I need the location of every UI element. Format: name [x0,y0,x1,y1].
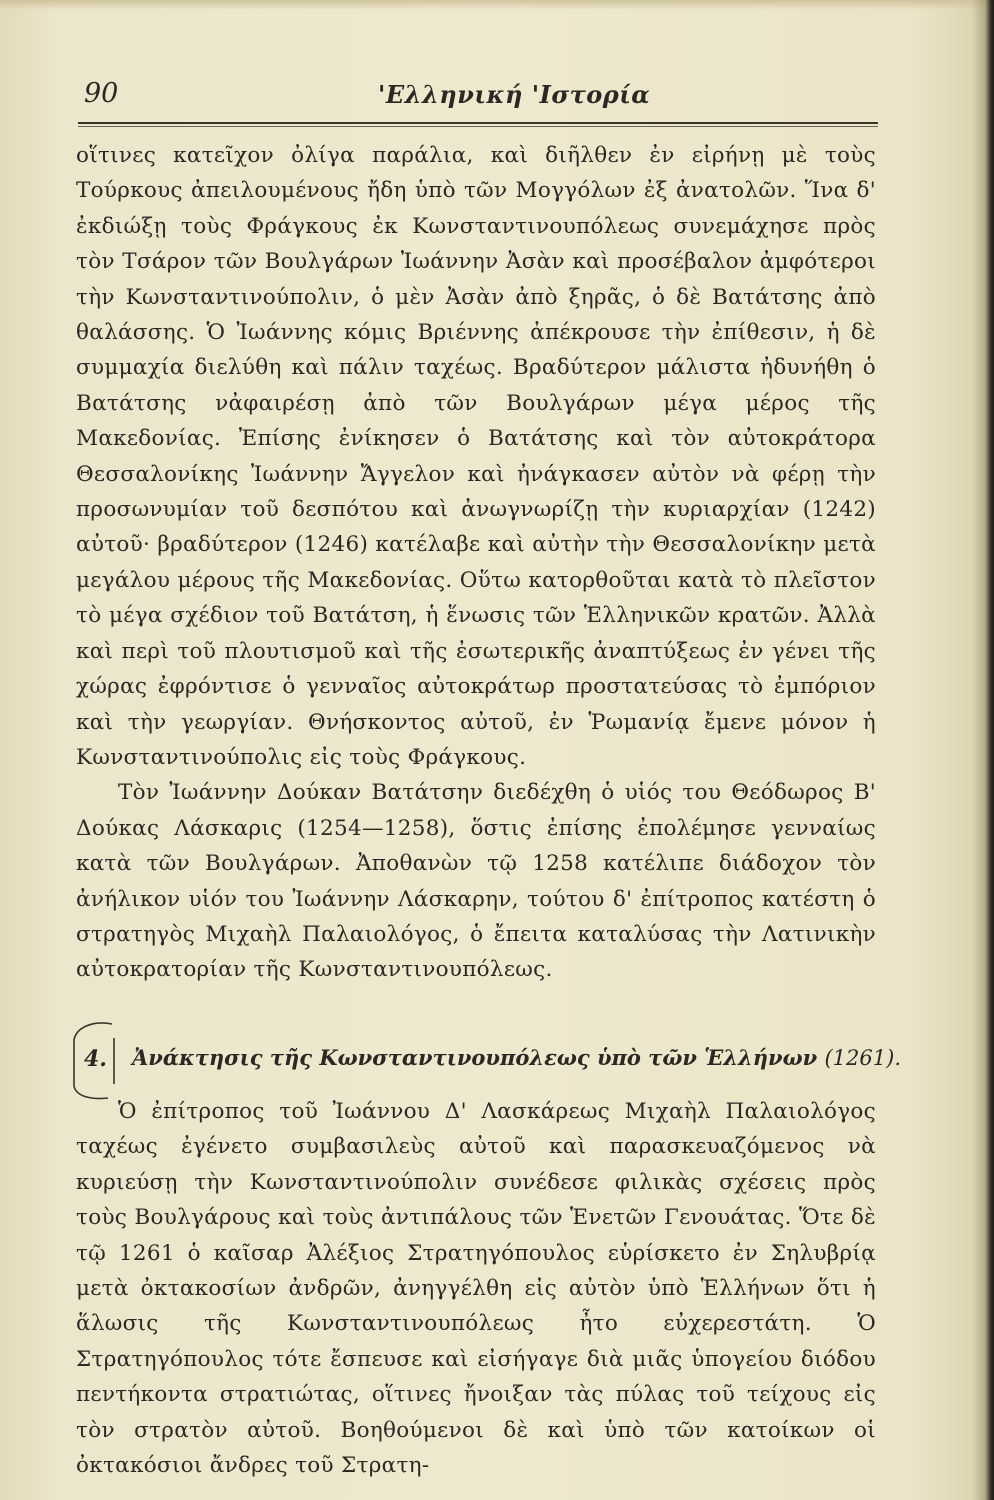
paragraph-2: Τὸν Ἰωάννην Δούκαν Βατάτσην διεδέχθη ὁ υἱός του Θεόδωρος Β' Δούκας Λάσκαρις (1254—1258), ὅστις ἐπίσης ἐπολέμησε γενναίως κατὰ τῶν Βουλγάρων. Ἀποθανὼν τῷ 1258 κατέλιπε διάδοχον τὸν ἀνήλικον υἱόν του Ἰωάννην Λάσκαρην, τούτου δ' ἐπίτροπος κατέστη ὁ στρατηγὸς Μιχαὴλ Παλαιολόγος, ὁ ἔπειτα καταλύσας τὴν Λατινικὴν αὐτοκρατορίαν τῆς Κωνσταντινουπόλεως. [76,780,876,983]
page-top-edge [0,0,994,10]
header-rule [78,122,878,124]
paragraph-1: οἵτινες κατεῖχον ὀλίγα παράλια, καὶ διῆλθεν ἐν εἰρήνῃ μὲ τοὺς Τούρκους ἀπειλουμένους ἤδη ὑπὸ τῶν Μογγόλων ἐξ ἀνατολῶν. Ἵνα δ' ἐκδιώξῃ τοὺς Φράγκους ἐκ Κωνσταντινουπόλεως συνεμάχησε πρὸς τὸν Τσάρον τῶν Βουλγάρων Ἰωάννην Ἀσὰν καὶ προσέβαλον ἀμφότεροι τὴν Κωνσταντινούπολιν, ὁ μὲν Ἀσὰν ἀπὸ ξηρᾶς, ὁ δὲ Βατάτσης ἀπὸ θαλάσσης. Ὁ Ἰωάννης κόμις Βριέννης ἀπέκρουσε τὴν ἐπίθεσιν, ἡ δὲ συμμαχία διελύθη καὶ πάλιν ταχέως. Βραδύτερον μάλιστα ἠδυνήθη ὁ Βατάτσης νἀφαιρέσῃ ἀπὸ τῶν Βουλγάρων μέγα μέρος τῆς Μακεδονίας. Ἐπίσης ἐνίκησεν ὁ Βατάτσης καὶ τὸν αὐτοκράτορα Θεσσαλονίκης Ἰωάννην Ἄγγελον καὶ ἠνάγκασεν αὐτὸν νὰ φέρῃ τὴν προσωνυμίαν τοῦ δεσπότου καὶ ἀνωγνωρίζῃ τὴν κυριαρχίαν (1242) αὐτοῦ· βραδύτερον (1246) κατέλαβε καὶ αὐτὴν τὴν Θεσσαλονίκην μετὰ μεγάλου μέρους τῆς Μακεδονίας. Οὕτω κατορθοῦται κατὰ τὸ πλεῖστον τὸ μέγα σχέδιον τοῦ Βατάτση, ἡ ἕνωσις τῶν Ἑλληνικῶν κρατῶν. Ἀλλὰ καὶ περὶ τοῦ πλουτισμοῦ καὶ τῆς ἐσωτερικῆς ἀναπτύξεως ἐν γένει τῆς χώρας ἐφρόντισε ὁ γενναῖος αὐτοκράτωρ προστατεύσας τὸ ἐμπόριον καὶ τὴν γεωργίαν. Θνήσκοντος αὐτοῦ, ἐν Ῥωμανίᾳ ἔμενε μόνον ἡ Κωνσταντινούπολις εἰς τοὺς Φράγκους. [76,143,876,770]
page-header [78,78,868,118]
section-heading [62,1012,901,1102]
paragraph-1-block [76,138,876,988]
page-number: 90 [84,78,119,109]
book-spine-shadow [972,0,994,1500]
paragraph-3: Ὁ ἐπίτροπος τοῦ Ἰωάννου Δ' Λασκάρεως Μιχαὴλ Παλαιολόγος ταχέως ἐγένετο συμβασιλεὺς αὐτοῦ καὶ παρασκευαζόμενος νὰ κυριεύσῃ τὴν Κωνσταντινούπολιν συνέδεσε φιλικὰς σχέσεις πρὸς τοὺς Βουλγάρους καὶ τοὺς ἀντιπάλους τῶν Ἑνετῶν Γενουάτας. Ὅτε δὲ τῷ 1261 ὁ καῖσαρ Ἀλέξιος Στρατηγόπουλος εὑρίσκετο ἐν Σηλυβρίᾳ μετὰ ὀκτακοσίων ἀνδρῶν, ἀνηγγέλθη εἰς αὐτὸν ὑπὸ Ἑλλήνων ὅτι ἡ ἅλωσις τῆς Κωνσταντινουπόλεως ἦτο εὐχερεστάτη. Ὁ Στρατηγόπουλος τότε ἔσπευσε καὶ εἰσήγαγε διὰ μιᾶς ὑπογείου διόδου πεντήκοντα στρατιώτας, οἵτινες ἤνοιξαν τὰς πύλας τοῦ τείχους εἰς τὸν στρατὸν αὐτοῦ. Βοηθούμενοι δὲ καὶ ὑπὸ τῶν κατοίκων οἱ ὀκτακόσιοι ἄνδρες τοῦ Στρατη- [76,1099,876,1479]
paragraph-3-block [76,1094,876,1483]
section-title: Ἀνάκτησις τῆς Κωνσταντινουπόλεως ὑπὸ τῶν Ἑλλήνων [132,1045,818,1070]
section-date: (1261). [824,1046,901,1070]
section-number-bracket [62,1018,120,1096]
header-rule-thin [78,126,878,127]
running-head: 'Ελληνική 'Ιστορία [378,80,651,109]
section-number: 4. [84,1046,107,1072]
section-title-line [132,1045,901,1070]
